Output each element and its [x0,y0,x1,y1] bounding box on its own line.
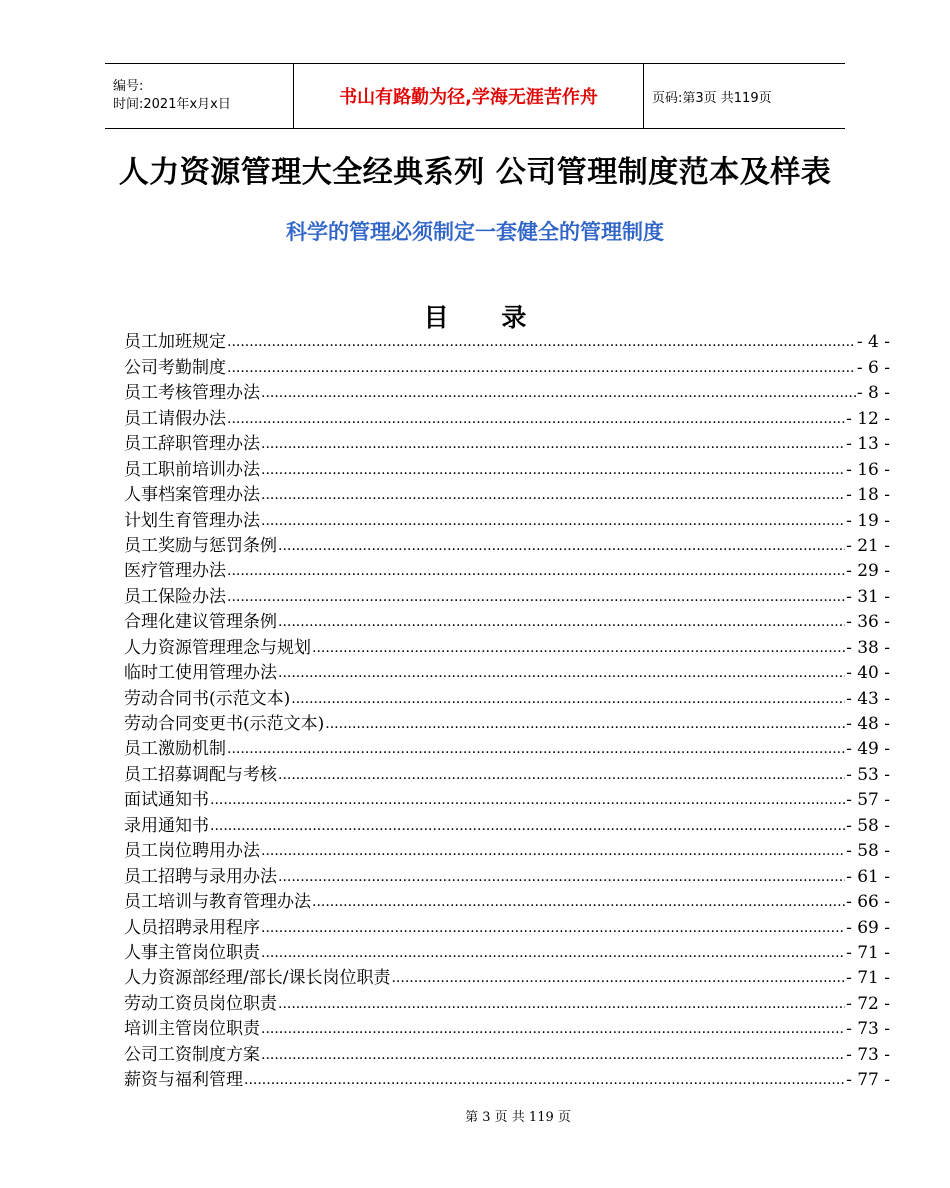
toc-leader-dots [244,1069,845,1091]
toc-entry-title: 公司考勤制度 [124,357,226,378]
toc-entry[interactable] [124,735,890,760]
toc-entry-title: 人事主管岗位职责 [124,942,260,963]
toc-leader-dots [261,942,845,964]
toc-entry-page: - 71 - [846,968,890,989]
toc-entry-page: - 21 - [846,535,890,556]
toc-entry-title: 员工请假办法 [124,408,226,429]
toc-entry-page: - 36 - [846,612,890,633]
toc-leader-dots [278,764,845,786]
toc-entry[interactable] [124,760,890,785]
toc-leader-dots [391,967,845,989]
toc-entry-title: 人力资源管理理念与规划 [124,637,311,658]
toc-entry-title: 医疗管理办法 [124,561,226,582]
document-id-label: 编号: [113,79,144,94]
document-time: 时间:2021年x月x日 [113,97,231,112]
toc-entry-page: - 49 - [846,739,890,760]
header-meta [105,64,293,128]
toc-leader-dots [278,993,845,1015]
toc-entry[interactable] [124,786,890,811]
toc-entry-title: 员工加班规定 [124,332,226,353]
toc-leader-dots [227,331,856,353]
toc-entry-page: - 61 - [846,866,890,887]
toc-leader-dots [261,917,845,939]
toc-entry-page: - 31 - [846,586,890,607]
toc-entry-page: - 73 - [846,1019,890,1040]
toc-entry-page: - 40 - [846,663,890,684]
toc-leader-dots [261,510,845,532]
toc-entry-page: - 77 - [846,1070,890,1091]
toc-leader-dots [227,560,845,582]
toc-leader-dots [278,662,845,684]
page-footer: 第 3 页 共 119 页 [465,1110,571,1125]
toc-entry-page: - 58 - [846,815,890,836]
toc-entry-page: - 4 - [856,332,890,353]
toc-entry-page: - 71 - [846,942,890,963]
toc-entry-title: 员工保险办法 [124,586,226,607]
toc-entry[interactable] [124,1040,890,1065]
toc-leader-dots [210,815,845,837]
toc-entry-page: - 38 - [846,637,890,658]
toc-entry-title: 员工职前培训办法 [124,459,260,480]
header-page-info: 页码:第3页 共119页 [652,90,772,106]
toc-entry-page: - 18 - [846,485,890,506]
toc-entry-title: 培训主管岗位职责 [124,1019,260,1040]
toc-entry[interactable] [124,837,890,862]
toc-entry-title: 员工招聘与录用办法 [124,866,277,887]
toc-leader-dots [278,535,845,557]
toc-entry[interactable] [124,1015,890,1040]
toc-heading: 目 录 [423,303,549,332]
toc-entry-page: - 19 - [846,510,890,531]
toc-entry-title: 劳动合同书(示范文本) [124,688,291,709]
toc-leader-dots [227,738,845,760]
toc-entry[interactable] [124,557,890,582]
toc-entry-page: - 48 - [846,714,890,734]
toc-entry-title: 合理化建议管理条例 [124,612,277,633]
toc-leader-dots [261,1018,845,1040]
toc-leader-dots [261,382,856,404]
toc-entry-title: 员工考核管理办法 [124,383,260,404]
toc-entry[interactable] [124,404,890,429]
toc-entry-page: - 12 - [846,408,890,429]
toc-entry[interactable] [124,582,890,607]
toc-entry[interactable] [124,506,890,531]
toc-entry[interactable] [124,379,890,404]
toc-entry-page: - 6 - [856,357,890,378]
toc-entry[interactable] [124,430,890,455]
toc-entry-title: 员工奖励与惩罚条例 [124,535,277,556]
toc-entry-title: 员工激励机制 [124,739,226,760]
toc-entry-page: - 16 - [846,459,890,480]
toc-entry[interactable] [124,913,890,938]
toc-leader-dots [312,891,845,913]
toc-leader-dots [227,357,856,379]
toc-entry[interactable] [124,862,890,887]
table-of-contents [124,328,890,1091]
toc-leader-dots [278,866,845,888]
toc-entry[interactable] [124,964,890,989]
toc-entry-page: - 73 - [846,1044,890,1065]
toc-entry-title: 员工岗位聘用办法 [124,841,260,862]
toc-entry-title: 人事档案管理办法 [124,485,260,506]
toc-entry-title: 人力资源部经理/部长/课长岗位职责 [124,968,391,989]
toc-entry-page: - 72 - [846,993,890,1014]
toc-entry[interactable] [124,455,890,480]
toc-leader-dots [227,408,845,430]
toc-leader-dots [210,789,845,811]
toc-entry-page: - 53 - [846,764,890,785]
header-motto: 书山有路勤为径,学海无涯苦作舟 [293,64,644,128]
toc-entry[interactable] [124,481,890,506]
toc-entry[interactable] [124,608,890,633]
toc-entry[interactable] [124,328,890,353]
toc-entry-title: 人员招聘录用程序 [124,917,260,938]
toc-entry-title: 劳动工资员岗位职责 [124,993,277,1014]
toc-leader-dots [312,637,845,659]
toc-entry-page: - 66 - [846,892,890,913]
toc-entry-title: 计划生育管理办法 [124,510,260,531]
toc-entry[interactable] [124,989,890,1014]
toc-entry-page: - 58 - [846,841,890,862]
toc-entry-title: 员工培训与教育管理办法 [124,892,311,913]
toc-leader-dots [261,433,845,455]
toc-entry-title: 录用通知书 [124,815,209,836]
toc-entry-title: 面试通知书 [124,790,209,811]
toc-entry[interactable] [124,710,890,735]
toc-leader-dots [291,688,845,710]
document-subtitle: 科学的管理必须制定一套健全的管理制度 [286,220,664,244]
toc-entry-title: 员工辞职管理办法 [124,434,260,455]
toc-leader-dots [325,713,845,735]
toc-entry[interactable] [124,1066,890,1091]
toc-leader-dots [227,586,845,608]
toc-entry-title: 员工招募调配与考核 [124,764,277,785]
toc-entry-page: - 8 - [856,383,890,404]
toc-leader-dots [278,611,845,633]
toc-entry-title: 薪资与福利管理 [124,1070,243,1091]
toc-entry[interactable] [124,353,890,378]
toc-entry-title: 劳动合同变更书(示范文本) [124,714,325,734]
toc-leader-dots [261,840,845,862]
toc-entry-page: - 69 - [846,917,890,938]
toc-entry-page: - 57 - [846,790,890,811]
page-header [105,63,845,129]
toc-leader-dots [261,1044,845,1066]
toc-leader-dots [261,484,845,506]
toc-entry-page: - 13 - [846,434,890,455]
document-title: 人力资源管理大全经典系列 公司管理制度范本及样表 [118,155,832,190]
toc-entry-page: - 43 - [846,688,890,709]
toc-entry[interactable] [124,633,890,658]
toc-entry[interactable] [124,684,890,709]
toc-entry-title: 公司工资制度方案 [124,1044,260,1065]
toc-entry[interactable] [124,659,890,684]
toc-entry[interactable] [124,888,890,913]
toc-entry[interactable] [124,811,890,836]
toc-leader-dots [261,459,845,481]
toc-entry-page: - 29 - [846,561,890,582]
toc-entry[interactable] [124,532,890,557]
toc-entry[interactable] [124,939,890,964]
toc-entry-title: 临时工使用管理办法 [124,663,277,684]
